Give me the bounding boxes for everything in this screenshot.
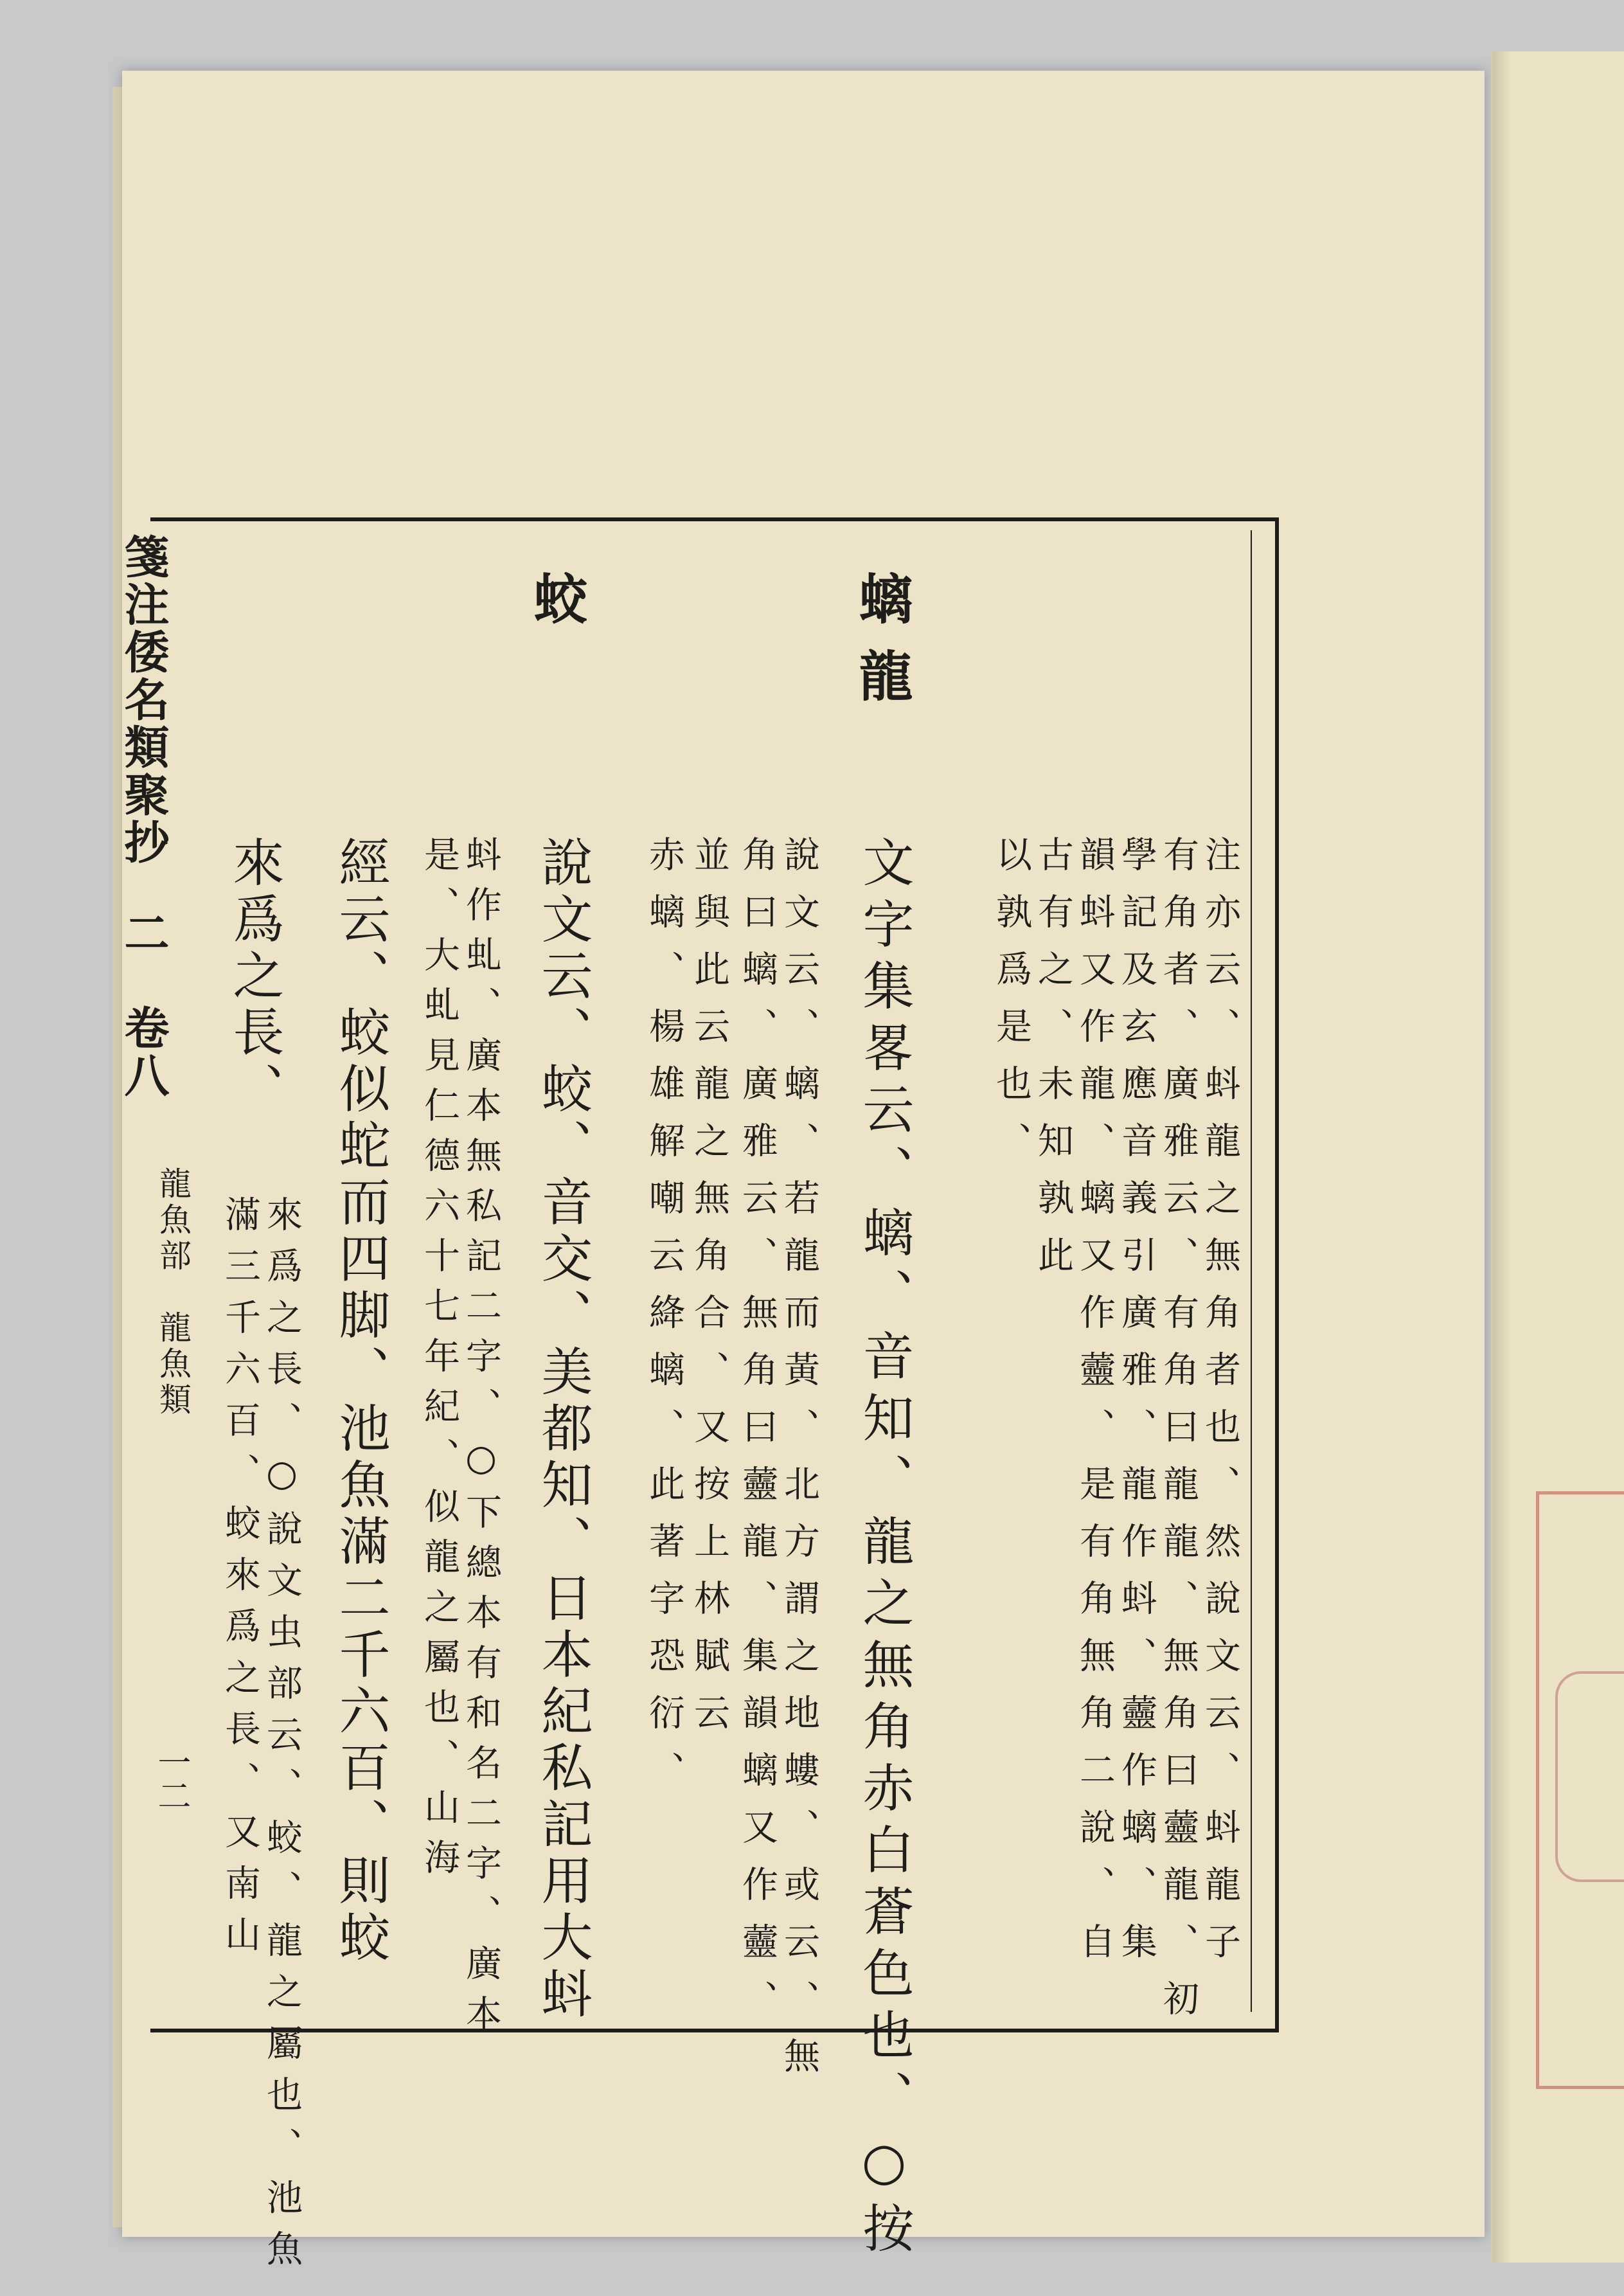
book-title: 箋注倭名類聚抄 (117, 534, 170, 866)
headword-chiryo: 螭龍 (850, 571, 914, 725)
commentary-column: 並與此云龍之無角合、又按上林賦云 (688, 836, 730, 1751)
commentary-column: 學記及玄應音義引廣雅、龍作蚪、䖅作螭、集 (1116, 836, 1157, 1980)
commentary-column: 滿三千六百、蛟來爲之長、又南山 (219, 1196, 261, 1967)
commentary-column: 古有之、未知孰此 (1032, 836, 1074, 1293)
commentary-column: 說文云、螭、若龍而黃、北方謂之地螻、或云、無 (778, 836, 820, 2094)
main-text-column: 文字集畧云、螭、音知、龍之無角赤白蒼色也、○按 (854, 836, 914, 2263)
commentary-column: 蚪作虬、廣本無私記二字、○下總本有和名二字、廣本 (460, 836, 502, 2045)
commentary-column: 有角者、廣雅云、有角曰龍龍、無角曰䖅龍、初 (1157, 836, 1199, 2037)
commentary-column: 韻蚪又作龍、螭又作䖅、是有角無角二說、自 (1074, 836, 1116, 1980)
commentary-column: 角曰螭、廣雅云、無角曰䖅龍、集韻螭又作䖅、 (736, 836, 778, 2037)
library-seal-inner (1555, 1671, 1624, 1882)
commentary-column: 是、大虬見仁德六十七年紀、似龍之屬也、山海 (418, 836, 460, 1888)
volume-number: 二 卷八 (117, 910, 170, 1100)
gutter-shadow (1493, 51, 1512, 2263)
commentary-column: 注亦云、蚪龍之無角者也、然說文云、蚪龍子 (1199, 836, 1241, 1980)
section-name: 龍魚部 龍魚類 (154, 1167, 192, 1419)
headword-ko: 蛟 (525, 571, 589, 648)
commentary-column: 來爲之長、○說文虫部云、蛟、龍之屬也、池魚 (261, 1196, 303, 2281)
main-text-column: 說文云、蛟、音交、美都知、日本紀私記用大蚪 (533, 836, 593, 2023)
commentary-column: 以孰爲是也、 (990, 836, 1032, 1179)
folio-number: 一二 (152, 1745, 190, 1812)
commentary-column: 赤螭、楊雄解嘲云絳螭、此著字恐衍、 (643, 836, 685, 1808)
main-text-column: 來爲之長、 (224, 836, 284, 1118)
main-text-column: 經云、蛟似蛇而四脚、池魚滿二千六百、則蛟 (330, 836, 390, 1967)
